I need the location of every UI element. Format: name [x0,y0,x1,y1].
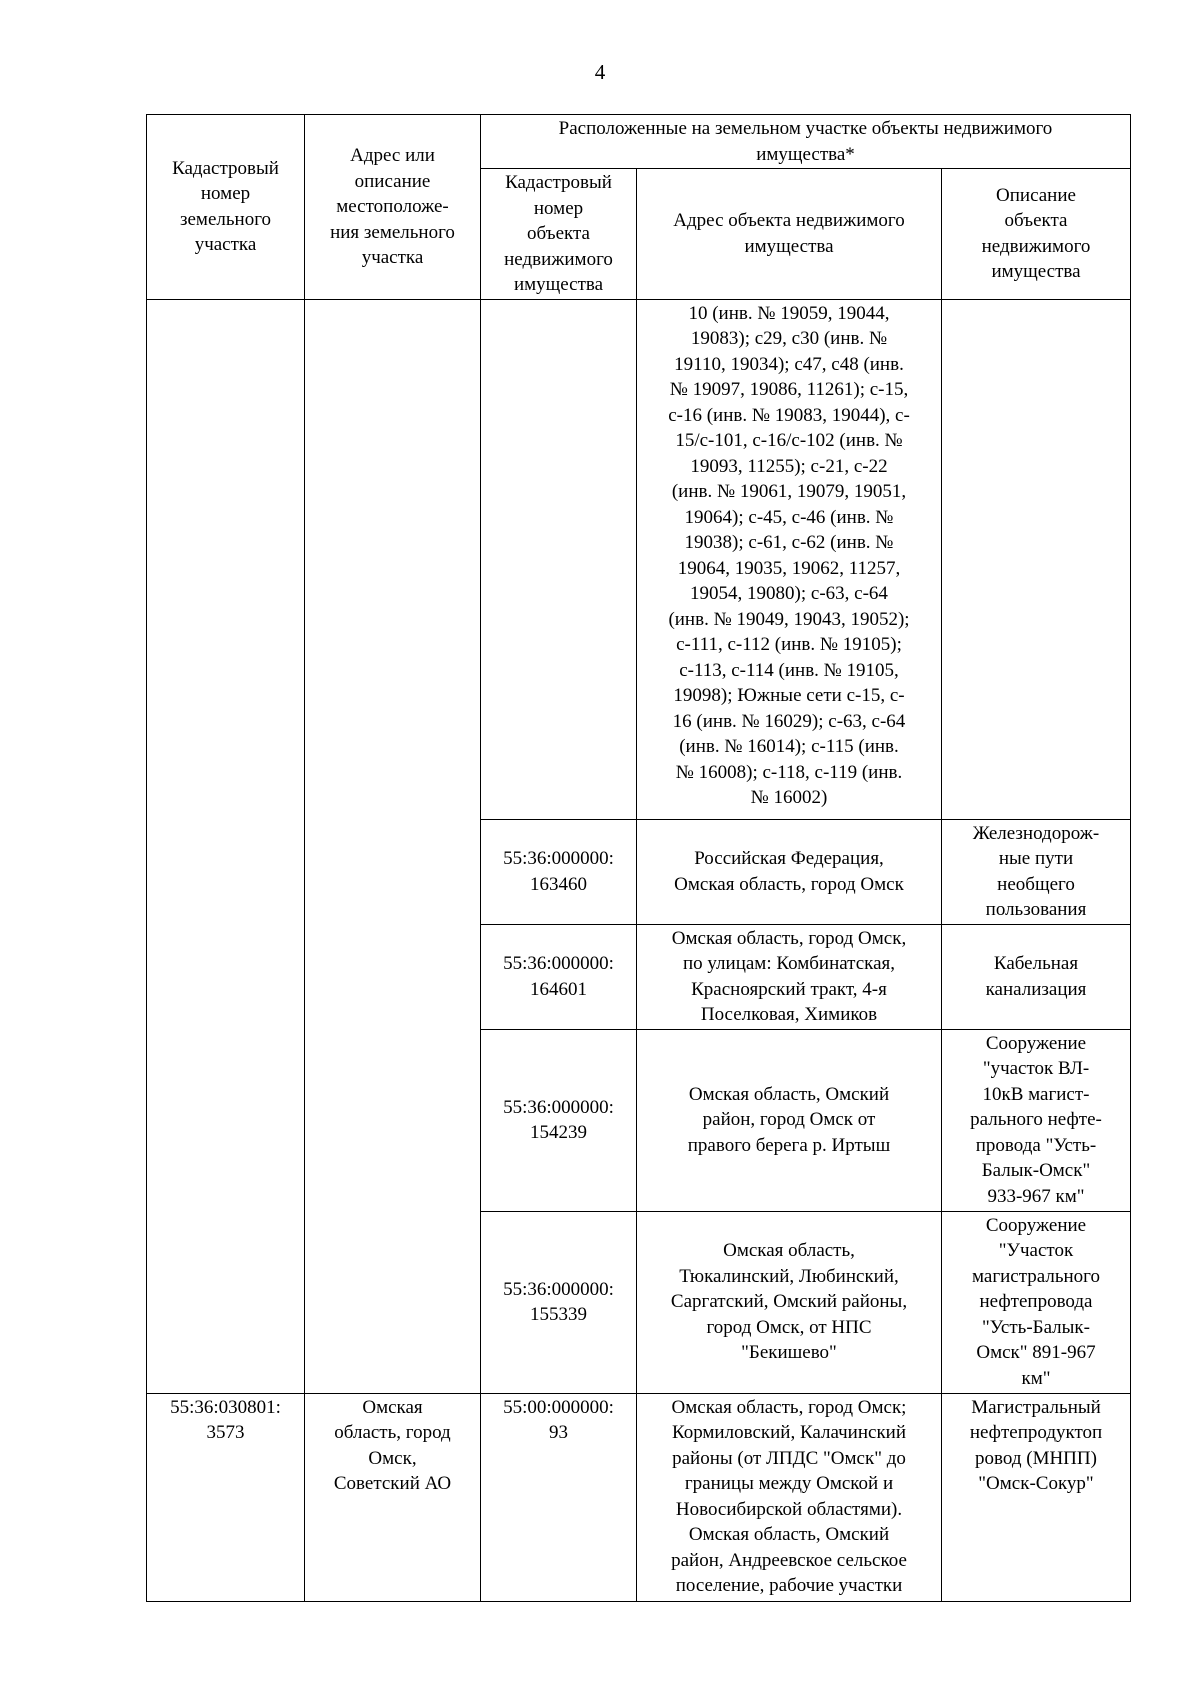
header-object-cadastral: Кадастровый номер объекта недвижимого имущества [481,169,637,300]
object-address-cell: 10 (инв. № 19059, 19044, 19083); с29, с30 (инв. № 19110, 19034); с47, с48 (инв. № 19097, 19086, 11261); с-15, с-16 (инв. № 19083, 19044), с- 15/с-101, с-16/с-102 (инв. № 19093, 11255); с-21, с-22 (инв. № 19061, 19079, 19051, 19064); с-45, с-46 (инв. № 19038); с-61, с-62 (инв. № 19064, 19035, 19062, 11257, 19054, 19080); с-63, с-64 (инв. № 19049, 19043, 19052); с-111, с-112 (инв. № 19105); с-113, с-114 (инв. № 19105, 19098); Южные сети с-15, с- 16 (инв. № 16029); с-63, с-64 (инв. № 16014); с-115 (инв. № 16008); с-118, с-119 (инв. № 16002) [637,299,942,819]
object-address-cell: Омская область, город Омск; Кормиловский, Калачинский районы (от ЛПДС "Омск" до границы между Омской и Новосибирской областями). Омская область, Омский район, Андреевское сельское поселение, рабочие участки [637,1393,942,1601]
object-cadastral-cell: 55:36:000000: 163460 [481,819,637,924]
object-address-cell: Омская область, Тюкалинский, Любинский, Саргатский, Омский районы, город Омск, от НПС "Бекишево" [637,1211,942,1393]
table-row [147,1393,1131,1601]
object-cadastral-cell: 55:36:000000: 154239 [481,1029,637,1211]
land-cadastral-cell [147,299,305,1393]
object-description-cell: Кабельная канализация [942,924,1131,1029]
object-description-cell: Сооружение "Участок магистрального нефтепровода "Усть-Балык- Омск" 891-967 км" [942,1211,1131,1393]
land-address-cell: Омская область, город Омск, Советский АО [305,1393,481,1601]
object-address-cell: Омская область, город Омск, по улицам: Комбинатская, Красноярский тракт, 4-я Поселковая, Химиков [637,924,942,1029]
header-land-address: Адрес или описание местоположе- ния земельного участка [305,115,481,300]
object-description-cell [942,299,1131,819]
object-description-cell: Сооружение "участок ВЛ- 10кВ магист- рального нефте- провода "Усть- Балык-Омск" 933-967 км" [942,1029,1131,1211]
object-cadastral-cell: 55:00:000000: 93 [481,1393,637,1601]
object-cadastral-cell [481,299,637,819]
object-cadastral-cell: 55:36:000000: 155339 [481,1211,637,1393]
object-description-cell: Железнодорож- ные пути необщего пользования [942,819,1131,924]
table-row [147,299,1131,819]
header-object-address: Адрес объекта недвижимого имущества [637,169,942,300]
page-number: 4 [594,60,606,84]
land-address-cell [305,299,481,1393]
object-address-cell: Омская область, Омский район, город Омск от правого берега р. Иртыш [637,1029,942,1211]
land-cadastral-cell: 55:36:030801: 3573 [147,1393,305,1601]
object-cadastral-cell: 55:36:000000: 164601 [481,924,637,1029]
header-land-cadastral: Кадастровый номер земельного участка [147,115,305,300]
header-objects-group: Расположенные на земельном участке объекты недвижимого имущества* [481,115,1131,169]
object-description-cell: Магистральный нефтепродуктоп ровод (МНПП) "Омск-Сокур" [942,1393,1131,1601]
object-address-cell: Российская Федерация, Омская область, город Омск [637,819,942,924]
cadastral-table [146,114,1131,1602]
header-object-description: Описание объекта недвижимого имущества [942,169,1131,300]
header-row [147,115,1131,169]
